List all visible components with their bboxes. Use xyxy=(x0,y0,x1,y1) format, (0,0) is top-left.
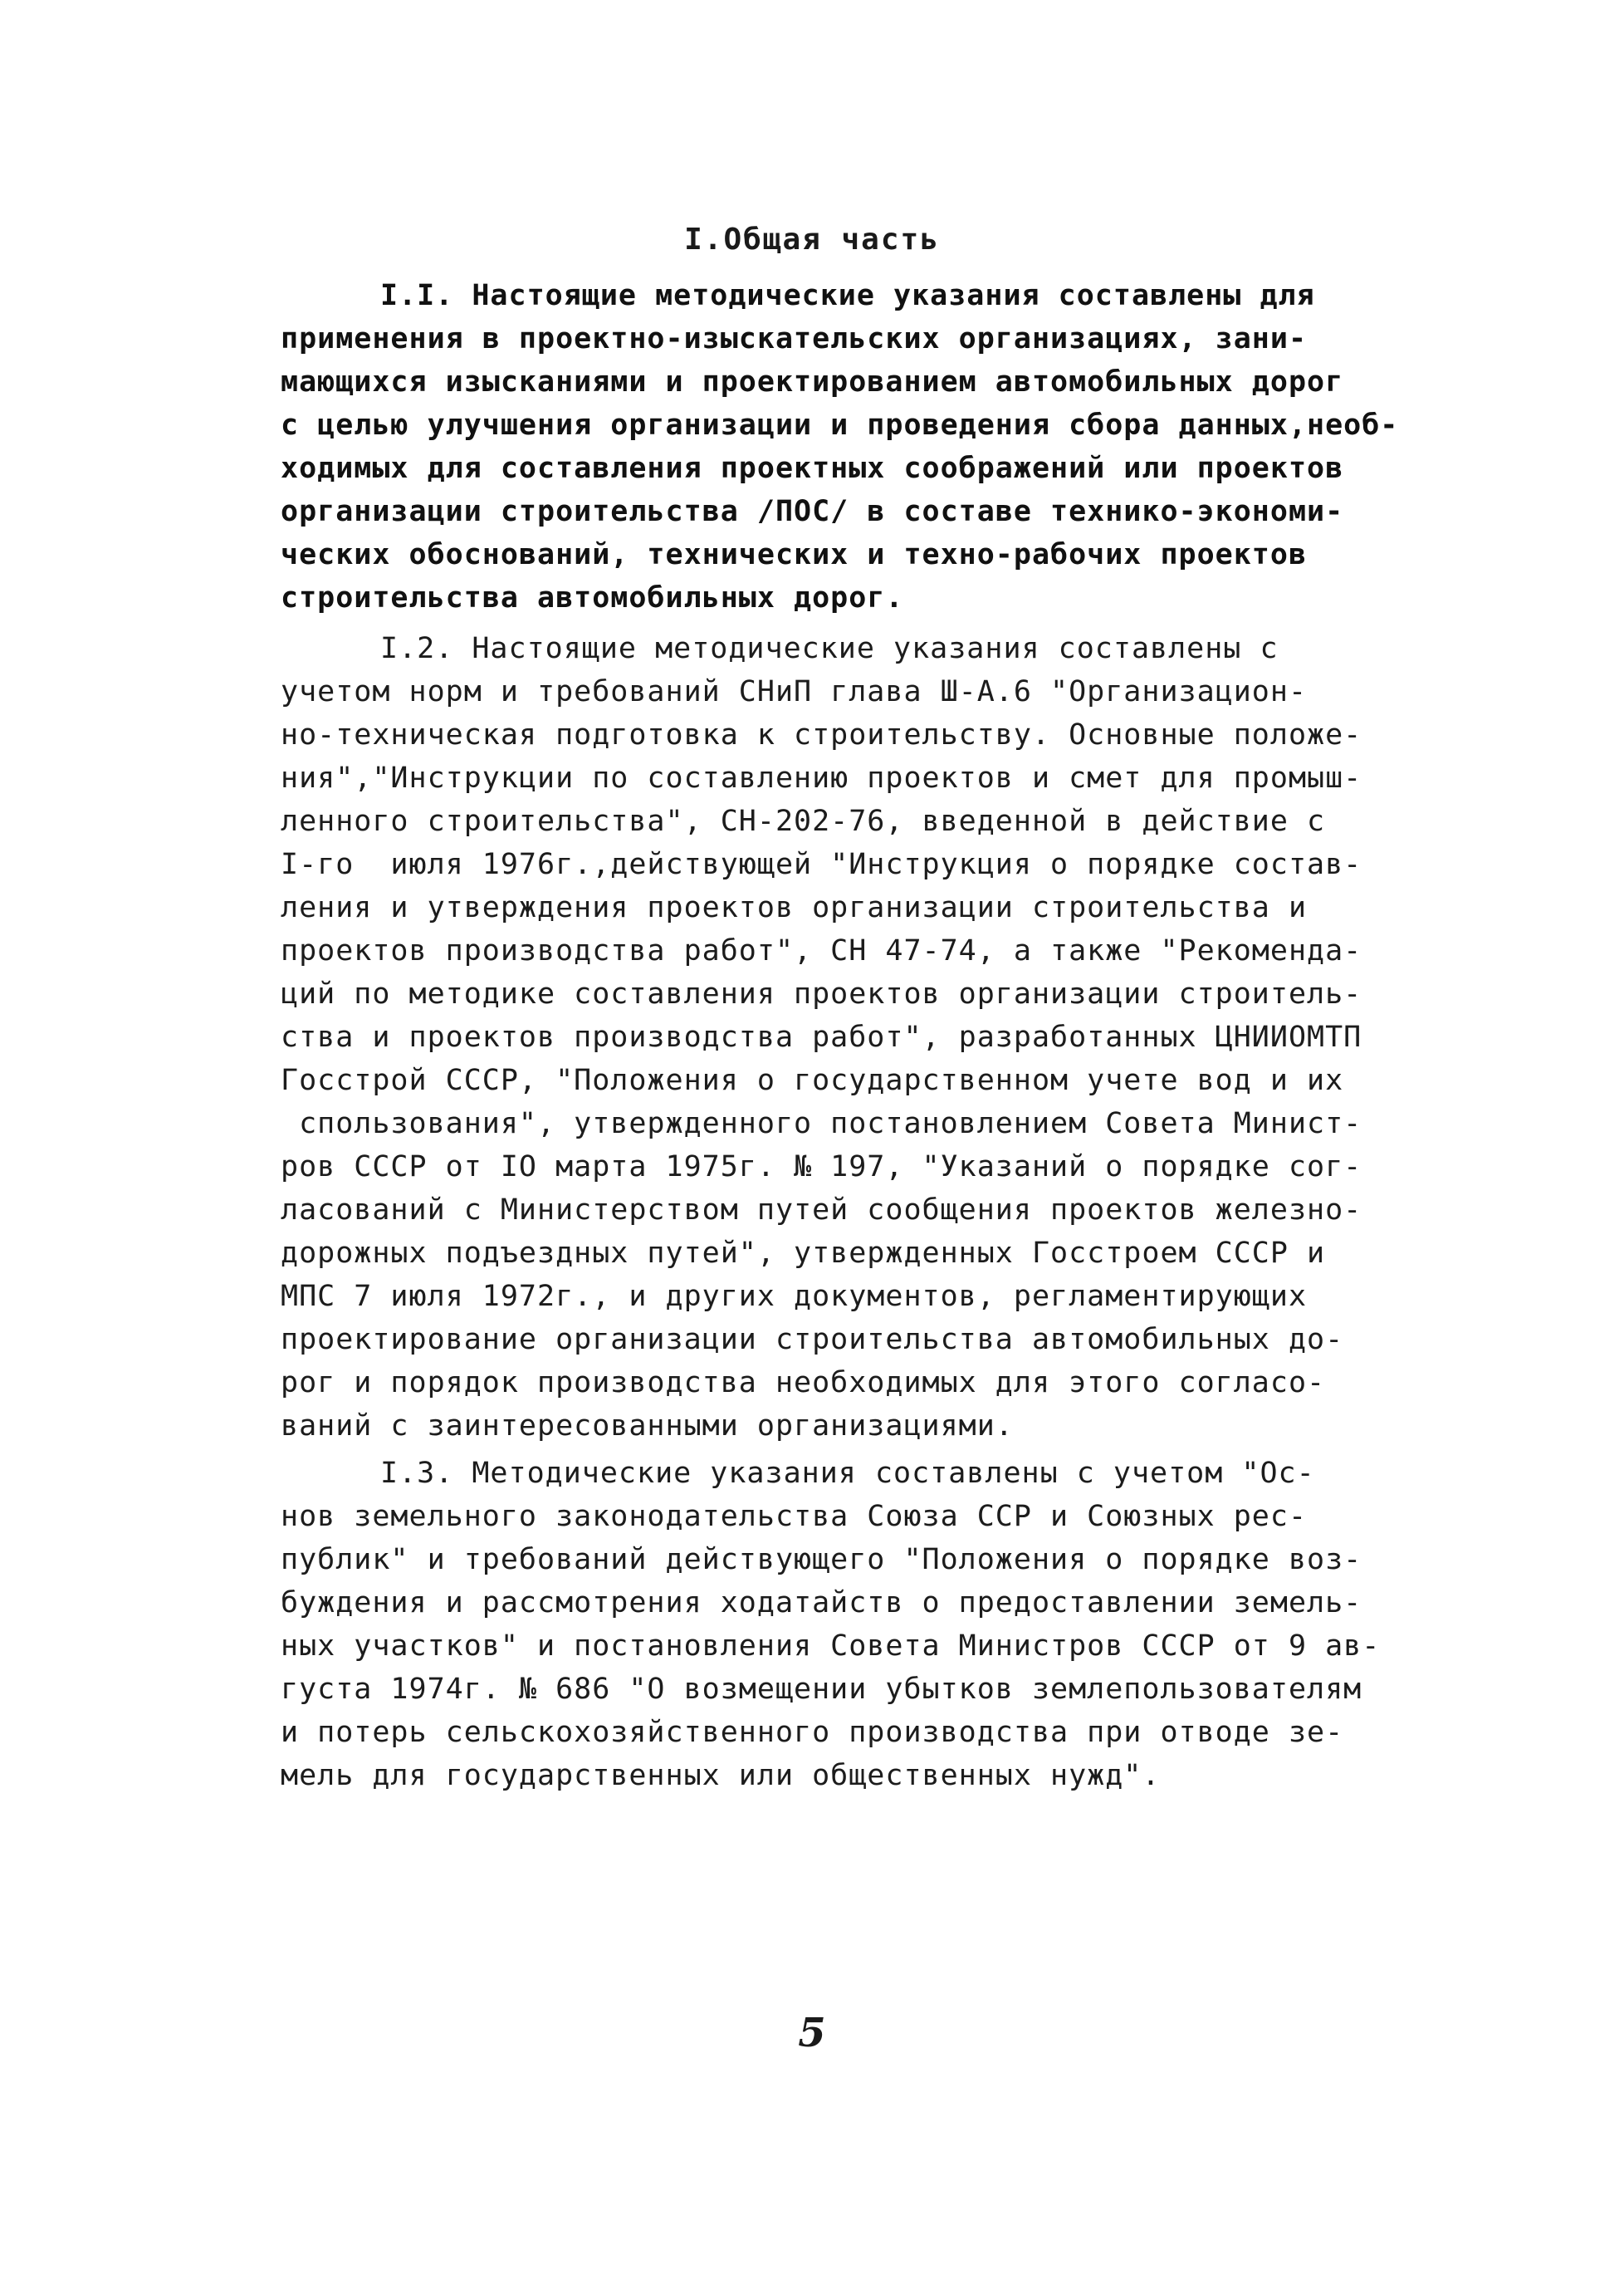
text-line: ния","Инструкции по составлению проектов и смет для промыш- xyxy=(281,762,1362,795)
text-line: рог и порядок производства необходимых для этого согласо- xyxy=(281,1366,1326,1399)
paragraph-1-3 xyxy=(281,1452,1381,1797)
text-line: ваний с заинтересованными организациями. xyxy=(281,1409,1014,1443)
text-line: ления и утверждения проектов организации строительства и xyxy=(281,891,1308,924)
text-line: но-техническая подготовка к строительству. Основные положе- xyxy=(281,718,1362,752)
text-line: ства и проектов производства работ", разработанных ЦНИИОМТП xyxy=(281,1021,1362,1054)
text-line: ленного строительства", СН-202-76, введенной в действие с xyxy=(281,805,1326,838)
text-line: учетом норм и требований СНиП глава Ш-А.6 "Организацион- xyxy=(281,675,1308,708)
text-line: буждения и рассмотрения ходатайств о предоставлении земель- xyxy=(281,1586,1362,1619)
page-number: 5 xyxy=(798,2010,826,2056)
text-line: проектирование организации строительства автомобильных до- xyxy=(281,1323,1344,1356)
text-line: проектов производства работ", СН 47-74, а также "Рекоменда- xyxy=(281,934,1362,968)
paragraph-1-1 xyxy=(281,274,1399,620)
text-line: публик" и требований действующего "Положения о порядке воз- xyxy=(281,1543,1362,1576)
text-line: ров СССР от IO марта 1975г. № 197, "Указаний о порядке сог- xyxy=(281,1150,1362,1183)
text-line: I.2. Настоящие методические указания составлены с xyxy=(380,632,1279,665)
text-line: применения в проектно-изыскательских организациях, зани- xyxy=(281,322,1308,355)
text-line: I.I. Настоящие методические указания составлены для xyxy=(380,279,1315,312)
text-line: с целью улучшения организации и проведения сбора данных,необ- xyxy=(281,409,1399,442)
text-line: ласований с Министерством путей сообщения проектов железно- xyxy=(281,1193,1362,1227)
text-line: густа 1974г. № 686 "О возмещении убытков землепользователям xyxy=(281,1673,1362,1706)
text-line: I-го июля 1976г.,действующей "Инструкция о порядке состав- xyxy=(281,848,1362,881)
text-line: МПС 7 июля 1972г., и других документов, регламентирующих xyxy=(281,1280,1308,1313)
text-line: ций по методике составления проектов организации строитель- xyxy=(281,977,1362,1011)
text-line: и потерь сельскохозяйственного производства при отводе зе- xyxy=(281,1716,1344,1749)
paragraph-1-2 xyxy=(281,627,1362,1448)
text-line: нов земельного законодательства Союза ССР и Союзных рес- xyxy=(281,1500,1308,1533)
text-line: организации строительства /ПОС/ в составе технико-экономи- xyxy=(281,495,1344,528)
section-heading: I.Общая часть xyxy=(684,223,940,257)
text-line: мель для государственных или общественных нужд". xyxy=(281,1759,1161,1792)
text-line: ных участков" и постановления Совета Министров СССР от 9 ав- xyxy=(281,1629,1381,1663)
text-line: мающихся изысканиями и проектированием автомобильных дорог xyxy=(281,365,1344,399)
text-line: Госстрой СССР, "Положения о государственном учете вод и их xyxy=(281,1064,1344,1097)
text-line: ческих обоснований, технических и техно-рабочих проектов xyxy=(281,538,1308,571)
text-line: строительства автомобильных дорог. xyxy=(281,581,904,615)
text-line: I.3. Методические указания составлены с учетом "Ос- xyxy=(380,1457,1315,1490)
text-line: дорожных подъездных путей", утвержденных Госстроем СССР и xyxy=(281,1237,1326,1270)
text-line: ходимых для составления проектных соображений или проектов xyxy=(281,452,1344,485)
text-line: спользования", утвержденного постановлением Совета Минист- xyxy=(281,1107,1362,1140)
